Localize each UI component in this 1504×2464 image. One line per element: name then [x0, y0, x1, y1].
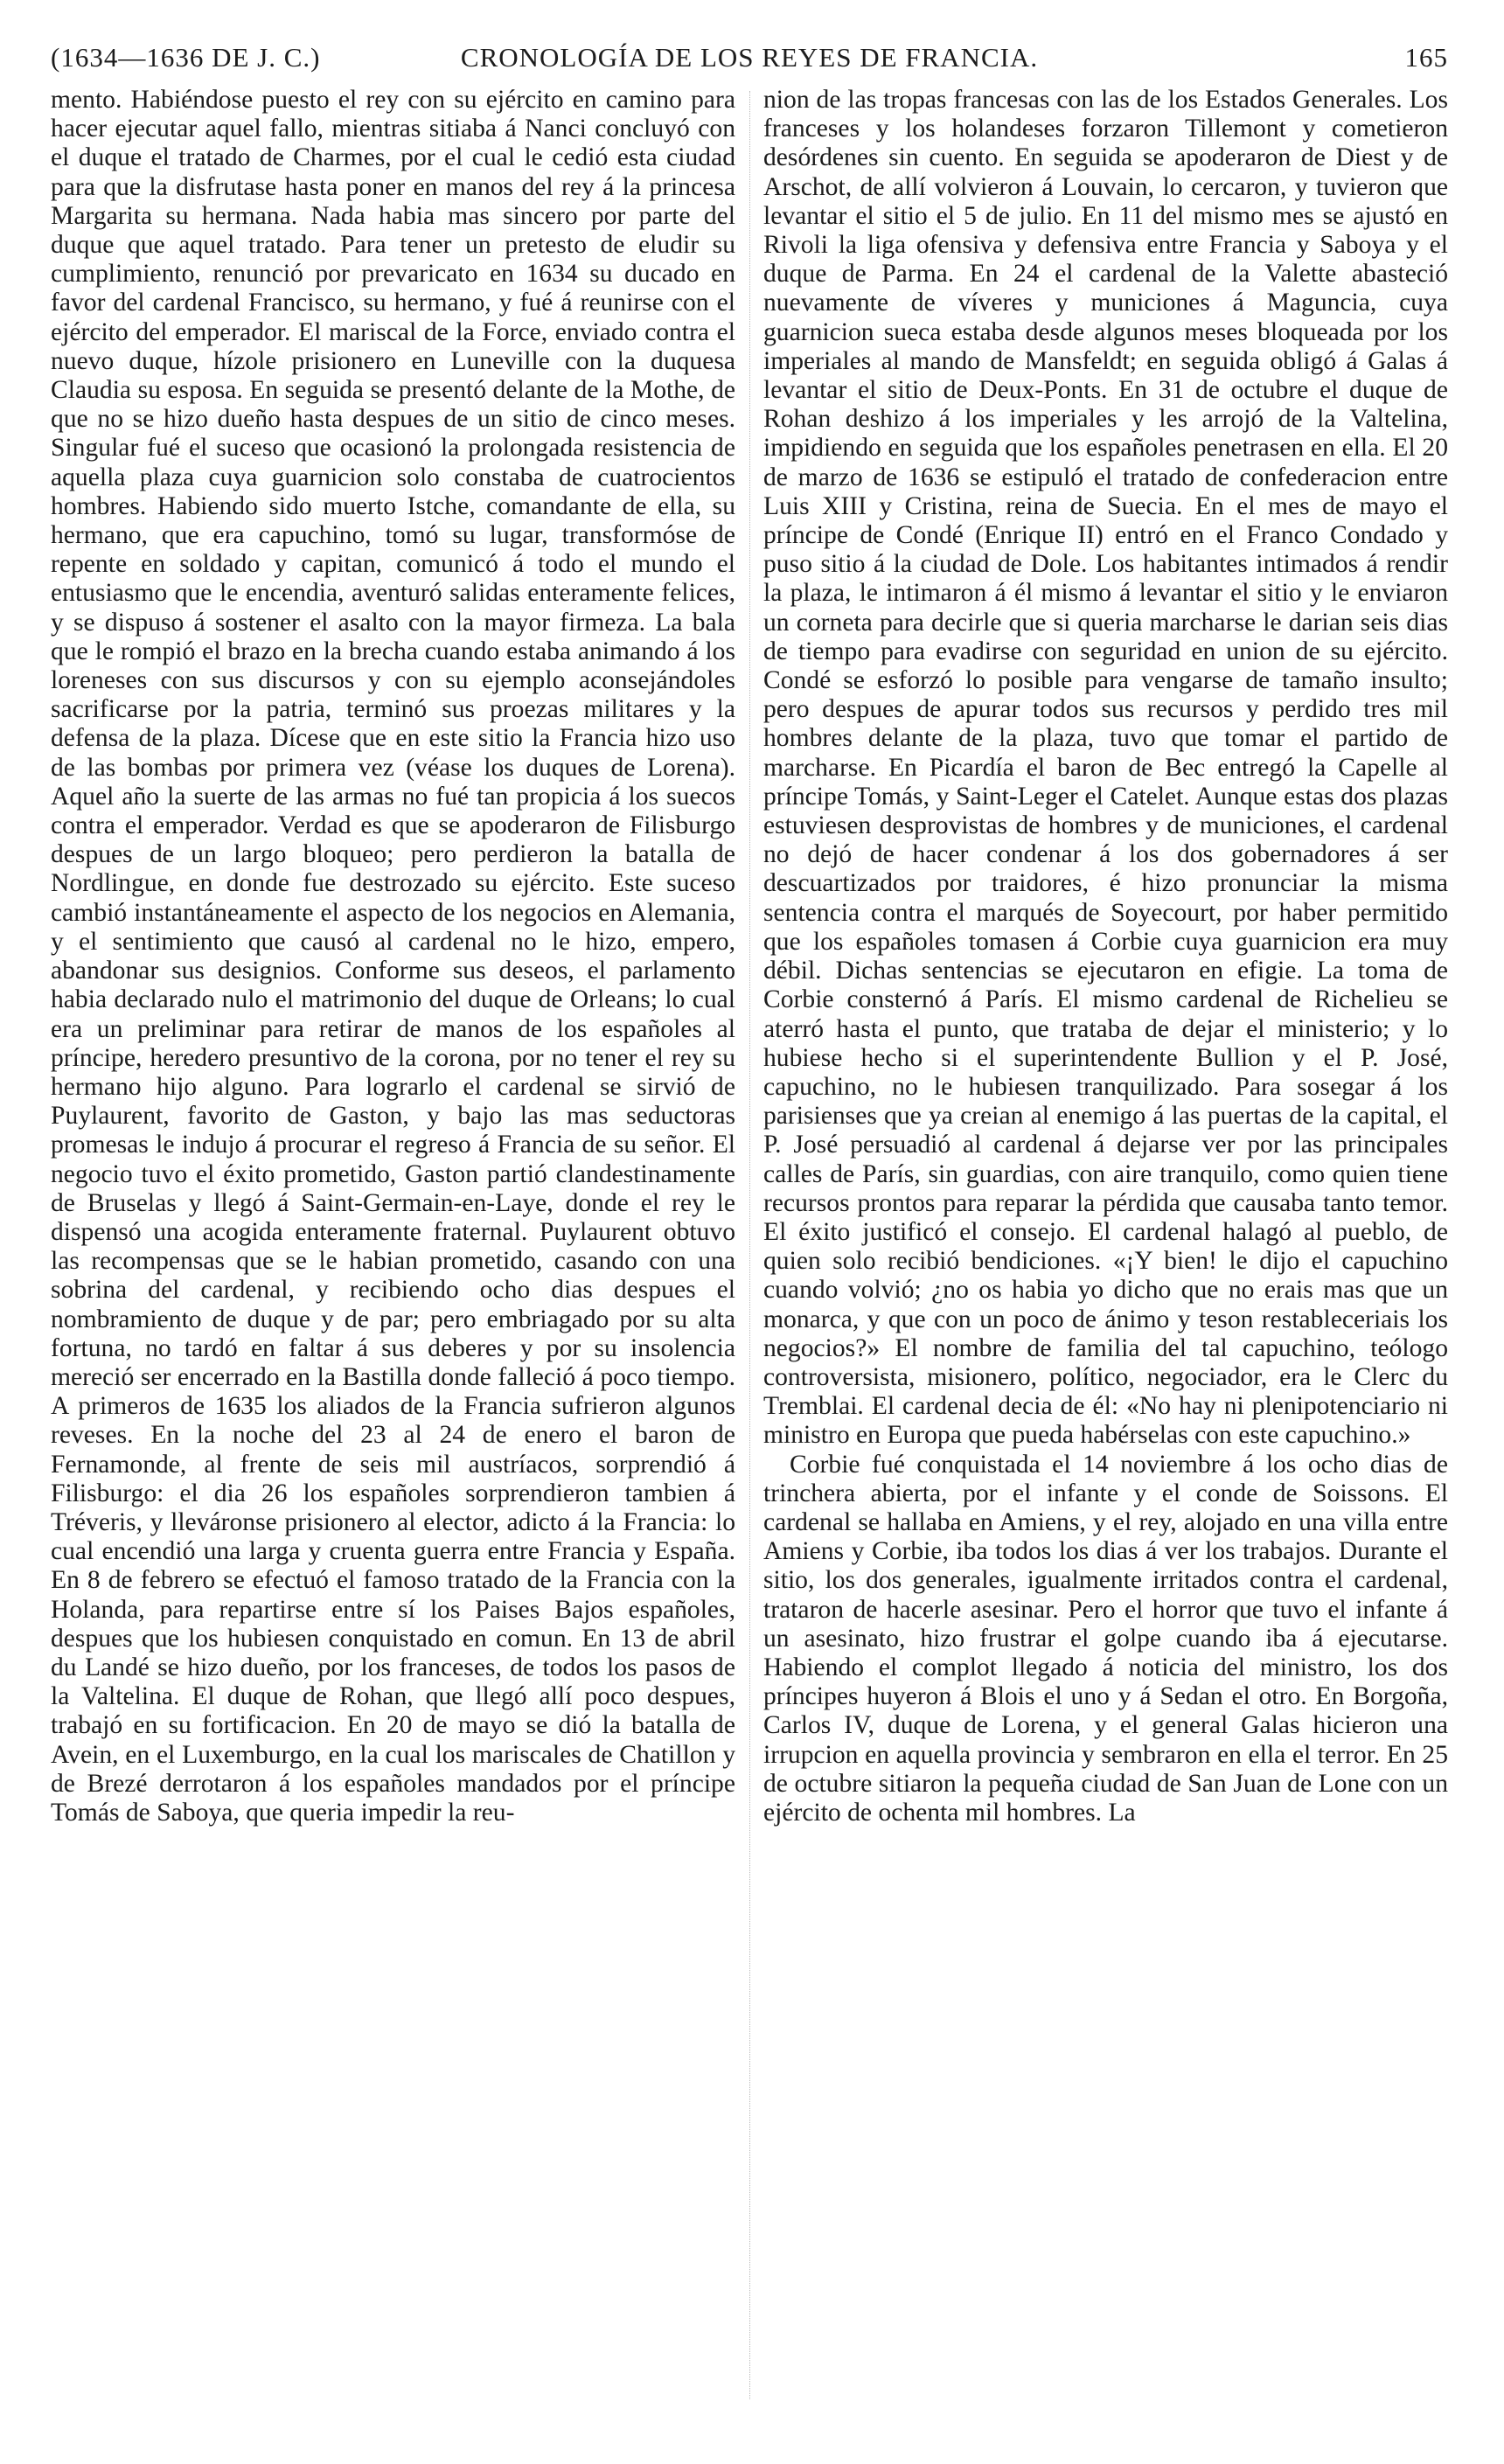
paragraph: mento. Habiéndose puesto el rey con su ejército en camino para hacer ejecutar aquel fallo, mientras sitiaba á Nanci concluyó con el duque el tratado de Charmes, por el cual le cedió esta ciudad para que la disfrutase hasta poner en manos del rey á la princesa Margarita su hermana. Nada habia mas sincero por parte del duque que aquel tratado. Para tener un pretesto de eludir su cumplimiento, renunció por prevaricato en 1634 su ducado en favor del cardenal Francisco, su hermano, y fué á reunirse con el ejército del emperador. El mariscal de la Force, enviado contra el nuevo duque, hízole prisionero en Luneville con la duquesa Claudia su esposa. En seguida se presentó delante de la Mothe, de que no se hizo dueño hasta despues de un sitio de cinco meses. Singular fué el suceso que ocasionó la prolongada resistencia de aquella plaza cuya guarnicion solo constaba de cuatrocientos hombres. Habiendo sido muerto Istche, comandante de ella, su hermano, que era capuchino, tomó su lugar, transformóse de repente en soldado y capitan, comunicó á todo el mundo el entusiasmo que le encendia, aventuró salidas enteramente felices, y se dispuso á sostener el asalto con la mayor firmeza. La bala que le rompió el brazo en la brecha cuando estaba animando á los loreneses con sus discursos y con su ejemplo aconsejándoles sacrificarse por la patria, terminó sus proezas militares y la defensa de la plaza. Dícese que en este sitio la Francia hizo uso de las bombas por primera vez (véase los duques de Lorena). Aquel año la suerte de las armas no fué tan propicia á los suecos contra el emperador. Verdad es que se apoderaron de Filisburgo despues de un largo bloqueo; pero perdieron la batalla de Nordlingue, en donde fue destrozado su ejército. Este suceso cambió instantáneamente el aspecto de los negocios en Alemania, y el sentimiento que causó al cardenal no le hizo, empero, abandonar sus designios. Conforme sus deseos, el parlamento habia declarado nulo el matrimonio del duque de Orleans; lo cual era un preliminar para retirar de manos de los españoles al príncipe, heredero presuntivo de la corona, por no tener el rey su hermano hijo alguno. Para lograrlo el cardenal se sirvió de Puylaurent, favorito de Gaston, y bajo las mas seductoras promesas le indujo á procurar el regreso á Francia de su señor. El negocio tuvo el éxito prometido, Gaston partió clandestinamente de Bruselas y llegó á Saint-Germain-en-Laye, donde el rey le dispensó una acogida enteramente fraternal. Puylaurent obtuvo las recompensas que se le habian prometido, casando con una sobrina del cardenal, y recibiendo ocho dias despues el nombramiento de duque y de par; pero embriagado por su alta fortuna, no tardó en faltar á sus deberes y por su insolencia mereció ser encerrado en la Bastilla donde falleció á poco tiempo. A primeros de 1635 los aliados de la Francia sufrieron algunos reveses. En la noche del 23 al 24 de enero el baron de Fernamonde, al frente de seis mil austríacos, sorprendió á Filisburgo: el dia 26 los españoles sorprendieron tambien á Tréveris, y lleváronse prisionero al elector, adicto á la Francia: lo cual encendió una larga y cruenta guerra entre Francia y España. En 8 de febrero se efectuó el famoso tratado de la Francia con la Holanda, para repartirse entre sí los Paises Bajos españoles, despues que los hubiesen conquistado en comun. En 13 de abril du Landé se hizo dueño, por los franceses, de todos los pasos de la Valtelina. El duque de Rohan, que llegó allí poco despues, trabajó en su fortificacion. En 20 de mayo se dió la batalla de Avein, en el Luxemburgo, en la cual los mariscales de Chatillon y de Brezé derrotaron á los españoles mandados por el príncipe Tomás de Saboya, que queria impedir la reu-	[51, 86, 735, 1827]
paragraph: Corbie fué conquistada el 14 noviembre á los ocho dias de trinchera abierta, por el infante y el conde de Soissons. El cardenal se hallaba en Amiens, y el rey, alojado en una villa entre Amiens y Corbie, iba todos los dias á ver los trabajos. Durante el sitio, los dos generales, igualmente irritados contra el cardenal, trataron de hacerle asesinar. Pero el horror que tuvo el infante á un asesinato, hizo frustrar el golpe cuando iba á ejecutarse. Habiendo el complot llegado á noticia del ministro, los dos príncipes huyeron á Blois el uno y á Sedan el otro. En Borgoña, Carlos IV, duque de Lorena, y el general Galas hicieron una irrupcion en aquella provincia y sembraron en ella el terror. En 25 de octubre sitiaron la pequeña ciudad de San Juan de Lone con un ejército de ochenta mil hombres. La	[763, 1450, 1448, 1827]
text-columns	[51, 86, 1448, 2438]
running-header	[51, 42, 1448, 77]
header-title: CRONOLOGÍA DE LOS REYES DE FRANCIA.	[460, 42, 1039, 73]
page-number: 165	[1404, 42, 1448, 73]
column-divider	[749, 91, 751, 2399]
header-date-range: (1634—1636 DE J. C.)	[51, 42, 321, 73]
paragraph: nion de las tropas francesas con las de los Estados Generales. Los franceses y los holandeses forzaron Tillemont y cometieron desórdenes sin cuento. En seguida se apoderaron de Diest y de Arschot, de allí volvieron á Louvain, lo cercaron, y tuvieron que levantar el sitio el 5 de julio. En 11 del mismo mes se ajustó en Rivoli la liga ofensiva y defensiva entre Francia y Saboya y el duque de Parma. En 24 el cardenal de la Valette abasteció nuevamente de víveres y municiones á Maguncia, cuya guarnicion sueca estaba desde algunos meses bloqueada por los imperiales al mando de Mansfeldt; en seguida obligó á Galas á levantar el sitio de Deux-Ponts. En 31 de octubre el duque de Rohan deshizo á los imperiales y les arrojó de la Valtelina, impidiendo en seguida que los españoles penetrasen en ella. El 20 de marzo de 1636 se estipuló el tratado de confederacion entre Luis XIII y Cristina, reina de Suecia. En el mes de mayo el príncipe de Condé (Enrique II) entró en el Franco Condado y puso sitio á la ciudad de Dole. Los habitantes intimados á rendir la plaza, le intimaron á él mismo á levantar el sitio y le enviaron un corneta para decirle que si queria marcharse le darian seis dias de tiempo para evadirse con seguridad en union de su ejército. Condé se esforzó lo posible para vengarse de tamaño insulto; pero despues de apurar todos sus recursos y perdido tres mil hombres delante de la plaza, tuvo que tomar el partido de marcharse. En Picardía el baron de Bec entregó la Capelle al príncipe Tomás, y Saint-Leger el Catelet. Aunque estas dos plazas estuviesen desprovistas de hombres y de municiones, el cardenal no dejó de hacer condenar á los dos gobernadores á ser descuartizados por traidores, é hizo pronunciar la misma sentencia contra el marqués de Soyecourt, por haber permitido que los españoles tomasen á Corbie cuya guarnicion era muy débil. Dichas sentencias se ejecutaron en efigie. La toma de Corbie consternó á París. El mismo cardenal de Richelieu se aterró hasta el punto, que trataba de dejar el ministerio; y lo hubiese hecho si el superintendente Bullion y el P. José, capuchino, no le hubiesen tranquilizado. Para sosegar á los parisienses que ya creian al enemigo á las puertas de la capital, el P. José persuadió al cardenal á dejarse ver por las principales calles de París, sin guardias, con aire tranquilo, como quien tiene recursos prontos para reparar la pérdida que causaba tanto temor. El éxito justificó el consejo. El cardenal halagó al pueblo, de quien solo recibió bendiciones. «¡Y bien! le dijo el capuchino cuando volvió; ¿no os habia yo dicho que no erais mas que un monarca, y que con un poco de ánimo y teson restableceriais los negocios?» El nombre de familia del tal capuchino, teólogo controversista, misionero, político, negociador, era le Clerc du Tremblai. El cardenal decia de él: «No hay ni plenipotenciario ni ministro en Europa que pueda habérselas con este capuchino.»	[763, 86, 1448, 1450]
left-column	[51, 86, 735, 1827]
right-column	[763, 86, 1448, 1827]
